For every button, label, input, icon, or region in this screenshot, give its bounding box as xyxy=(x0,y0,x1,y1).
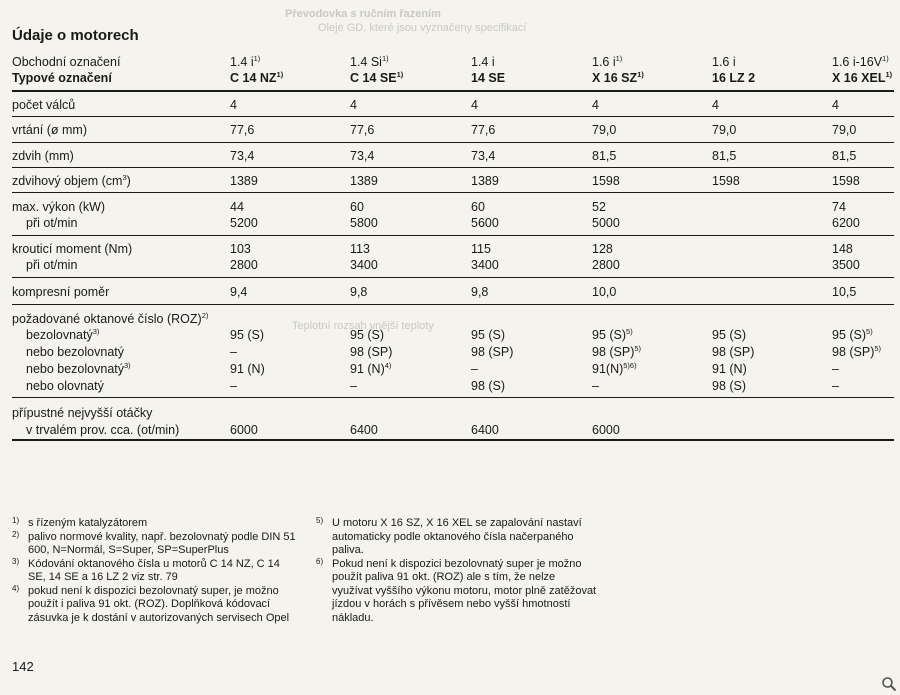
superscript: 5) xyxy=(874,344,882,353)
footnote xyxy=(12,558,300,585)
row-value: 77,6 xyxy=(230,123,255,137)
row-value: 9,4 xyxy=(230,285,248,299)
footnote-text: s řízeným katalyzátorem xyxy=(28,517,148,529)
page-title: Údaje o motorech xyxy=(12,27,139,44)
row-label: krouticí moment (Nm) xyxy=(12,242,133,256)
column-commercial-name: 1.4 $i^{1)}$ xyxy=(230,54,261,69)
row-value: 60 xyxy=(471,200,485,214)
octane-label: požadované oktanové číslo (ROZ)$^{2)}$ xyxy=(12,311,209,326)
octane-value: 98 (SP)$^{5)}$ xyxy=(592,344,642,359)
octane-value: – xyxy=(471,362,478,376)
row-sub-value: 2800 xyxy=(592,258,620,272)
row-sub-label: při ot/min xyxy=(26,216,78,230)
octane-value: 95 (S) xyxy=(471,328,506,342)
row-label: zdvihový objem $(cm^3)$ xyxy=(12,173,131,188)
row-label: vrtání (ø mm) xyxy=(12,123,87,137)
superscript: 1) xyxy=(276,70,284,79)
row-value: 79,0 xyxy=(592,123,617,137)
row-label: max. výkon (kW) xyxy=(12,200,106,214)
superscript: 2) xyxy=(201,311,209,320)
row-sub-value: 6200 xyxy=(832,216,860,230)
superscript: 5) xyxy=(866,327,873,336)
row-value: 60 xyxy=(350,200,364,214)
table-rule xyxy=(12,439,894,441)
row-value: 77,6 xyxy=(350,123,375,137)
superscript: 1) xyxy=(253,54,261,63)
column-type-code: X 16 SZ$^{1)}$ xyxy=(592,70,644,85)
column-commercial-name: 1.6 $i^{1)}$ xyxy=(592,54,623,69)
max-rpm-value: 6400 xyxy=(471,423,499,437)
row-value: 73,4 xyxy=(471,149,496,163)
magnifier-icon[interactable] xyxy=(881,676,897,692)
superscript: 1) xyxy=(885,70,893,79)
superscript: 1) xyxy=(882,54,889,63)
octane-value: – xyxy=(832,379,839,393)
footnote-number: 2) xyxy=(12,529,20,539)
row-value: 4 xyxy=(350,98,357,112)
table-rule xyxy=(12,90,894,92)
row-value: 10,0 xyxy=(592,285,617,299)
row-value: 52 xyxy=(592,200,606,214)
column-type-code: C 14 SE$^{1)}$ xyxy=(350,70,404,85)
octane-value: – xyxy=(592,379,599,393)
table-rule xyxy=(12,142,894,143)
row-value: 4 xyxy=(230,98,237,112)
row-value: 115 xyxy=(471,242,491,256)
row-sub-label: při ot/min xyxy=(26,258,78,272)
octane-value: – xyxy=(832,362,839,376)
row-value: 1598 xyxy=(592,174,620,188)
row-sub-value: 2800 xyxy=(230,258,258,272)
row-value: 77,6 xyxy=(471,123,496,137)
row-label: zdvih (mm) xyxy=(12,149,74,163)
row-value: 148 xyxy=(832,242,853,256)
row-value: 79,0 xyxy=(832,123,857,137)
octane-value: 95 (S) xyxy=(230,328,265,342)
footnote-text: Pokud není k dispozici bezolovnatý super je možno použít paliva 91 okt. (ROZ) ale s tím, že nelze využívat vyššího výkonu motoru, motor plně zatěžovat jízdou v horách s přívěsem nebo vyšší hmotností nákladu. xyxy=(332,557,597,624)
table-rule xyxy=(12,304,894,305)
octane-value: 98 (SP) xyxy=(350,345,393,359)
superscript: 1) xyxy=(615,54,623,63)
row-value: 73,4 xyxy=(350,149,375,163)
octane-line-label: bezolovnatý$^{3)}$ xyxy=(26,327,100,342)
footnote xyxy=(12,531,300,558)
row-sub-value: 5200 xyxy=(230,216,258,230)
column-type-code: C 14 NZ$^{1)}$ xyxy=(230,70,284,85)
octane-line-label: nebo bezolovnatý xyxy=(26,345,124,359)
row-value: 4 xyxy=(471,98,478,112)
row-value: 1389 xyxy=(471,174,499,188)
reverse-page-heading: Převodovka s ručním řazením xyxy=(285,8,441,20)
footnote-number: 5) xyxy=(316,516,324,525)
reverse-page-text: Oleje GD, které jsou vyznačeny specifikací xyxy=(318,22,527,34)
row-value: 44 xyxy=(230,200,244,214)
footnote-number: 6) xyxy=(316,556,324,566)
row-value: 1598 xyxy=(712,174,740,188)
footnote-text: U motoru X 16 SZ, X 16 XEL se zapalování nastaví automaticky podle oktanového čísla načerpaného paliva. xyxy=(332,517,582,556)
reverse-page-note: Teplotní rozsah vnější teploty xyxy=(292,320,434,332)
octane-value: – xyxy=(350,379,357,393)
row-value: 1598 xyxy=(832,174,860,188)
octane-value: 95 (S) xyxy=(712,328,747,342)
row-label: kompresní poměr xyxy=(12,285,110,299)
column-type-code: 16 LZ 2 xyxy=(712,71,756,85)
table-rule xyxy=(12,397,894,398)
row-value: 4 xyxy=(592,98,599,112)
table-rule xyxy=(12,116,894,117)
row-value: 79,0 xyxy=(712,123,737,137)
superscript: 5) xyxy=(626,327,633,336)
octane-value: 91 (N) xyxy=(712,362,747,376)
max-rpm-sub-label: v trvalém prov. cca. (ot/min) xyxy=(26,423,180,437)
octane-value: 91 (N) xyxy=(230,362,265,376)
footnote-text: palivo normové kvality, např. bezolovnatý podle DIN 51 600, N=Normál, S=Super, SP=SuperPlus xyxy=(28,530,296,556)
column-commercial-name: 1.6 i xyxy=(712,55,736,69)
superscript: 1) xyxy=(637,70,644,79)
octane-value: – xyxy=(230,379,237,393)
octane-value: 98 (SP) xyxy=(712,345,755,359)
superscript: 3 xyxy=(122,173,127,182)
footnote-number: 1) xyxy=(12,516,20,525)
row-value: 9,8 xyxy=(350,285,368,299)
row-sub-value: 5600 xyxy=(471,216,499,230)
superscript: 1) xyxy=(396,70,404,79)
octane-value: 95 $(S)^{5)}$ xyxy=(592,327,633,342)
row-value: 1389 xyxy=(350,174,378,188)
column-commercial-name: 1.6 $i-16V^{1)}$ xyxy=(832,54,889,69)
row-value: 73,4 xyxy=(230,149,255,163)
superscript: 4) xyxy=(384,361,392,370)
row-label: počet válců xyxy=(12,98,76,112)
row-value: 103 xyxy=(230,242,251,256)
octane-value: 95 $(S)^{5)}$ xyxy=(832,327,873,342)
superscript: 5) xyxy=(634,344,642,353)
footnote xyxy=(316,558,598,626)
octane-value: 98 (S) xyxy=(471,379,506,393)
column-commercial-name: 1.4 Si$^{1)}$ xyxy=(350,54,389,69)
footnote-text: Kódování oktanového čísla u motorů C 14 NZ, C 14 SE, 14 SE a 16 LZ 2 viz str. 79 xyxy=(28,557,280,583)
octane-value: 98 (SP)$^{5)}$ xyxy=(832,344,882,359)
column-type-code: 14 SE xyxy=(471,71,506,85)
footnotes-right xyxy=(316,517,598,625)
footnote xyxy=(12,585,300,626)
octane-line-label: nebo bezolovnatý$^{3)}$ xyxy=(26,361,131,376)
table-rule xyxy=(12,192,894,193)
row-value: 81,5 xyxy=(712,149,737,163)
superscript: 3) xyxy=(124,361,131,370)
octane-value: 98 (SP) xyxy=(471,345,514,359)
page-number: 142 xyxy=(12,659,34,674)
footnote-text: pokud není k dispozici bezolovnatý super, je možno použít i paliva 91 okt. (ROZ). Doplňková kódovací zásuvka je k dostání v autorizovaných servisech Opel xyxy=(28,584,290,624)
table-rule xyxy=(12,167,894,168)
row-sub-value: 3400 xyxy=(350,258,378,272)
row-value: 74 xyxy=(832,200,846,214)
row-sub-value: 3400 xyxy=(471,258,499,272)
octane-value: $91(N)^{5)6)}$ xyxy=(592,361,637,376)
row-value: 4 xyxy=(832,98,839,112)
header-label-type: Typové označení xyxy=(12,71,112,85)
max-rpm-value: 6000 xyxy=(592,423,620,437)
superscript: 3) xyxy=(92,327,100,336)
footnote-number: 4) xyxy=(12,583,20,593)
max-rpm-value: 6000 xyxy=(230,423,258,437)
row-value: 81,5 xyxy=(592,149,617,163)
row-value: 10,5 xyxy=(832,285,857,299)
row-sub-value: 3500 xyxy=(832,258,860,272)
row-value: 128 xyxy=(592,242,613,256)
octane-value: 95 (S) xyxy=(350,328,385,342)
superscript: 5)6) xyxy=(623,361,637,370)
row-value: 9,8 xyxy=(471,285,489,299)
footnote-number: 3) xyxy=(12,556,20,566)
footnotes-left xyxy=(12,517,300,625)
table-rule xyxy=(12,235,894,236)
footnote xyxy=(12,517,300,531)
octane-value: 98 (S) xyxy=(712,379,747,393)
row-value: 1389 xyxy=(230,174,258,188)
row-sub-value: 5800 xyxy=(350,216,378,230)
row-value: 4 xyxy=(712,98,719,112)
superscript: 1) xyxy=(381,54,389,63)
row-value: 81,5 xyxy=(832,149,857,163)
octane-line-label: nebo olovnatý xyxy=(26,379,104,393)
footnote xyxy=(316,517,598,558)
max-rpm-value: 6400 xyxy=(350,423,378,437)
header-label-commercial: Obchodní označení xyxy=(12,55,121,69)
column-commercial-name: 1.4 i xyxy=(471,55,495,69)
octane-value: 91 $(N)^{4)}$ xyxy=(350,361,392,376)
row-sub-value: 5000 xyxy=(592,216,620,230)
column-type-code: X 16 XEL$^{1)}$ xyxy=(832,70,893,85)
row-value: 113 xyxy=(350,242,370,256)
table-rule xyxy=(12,277,894,278)
octane-value: – xyxy=(230,345,237,359)
max-rpm-label: přípustné nejvyšší otáčky xyxy=(12,406,153,420)
